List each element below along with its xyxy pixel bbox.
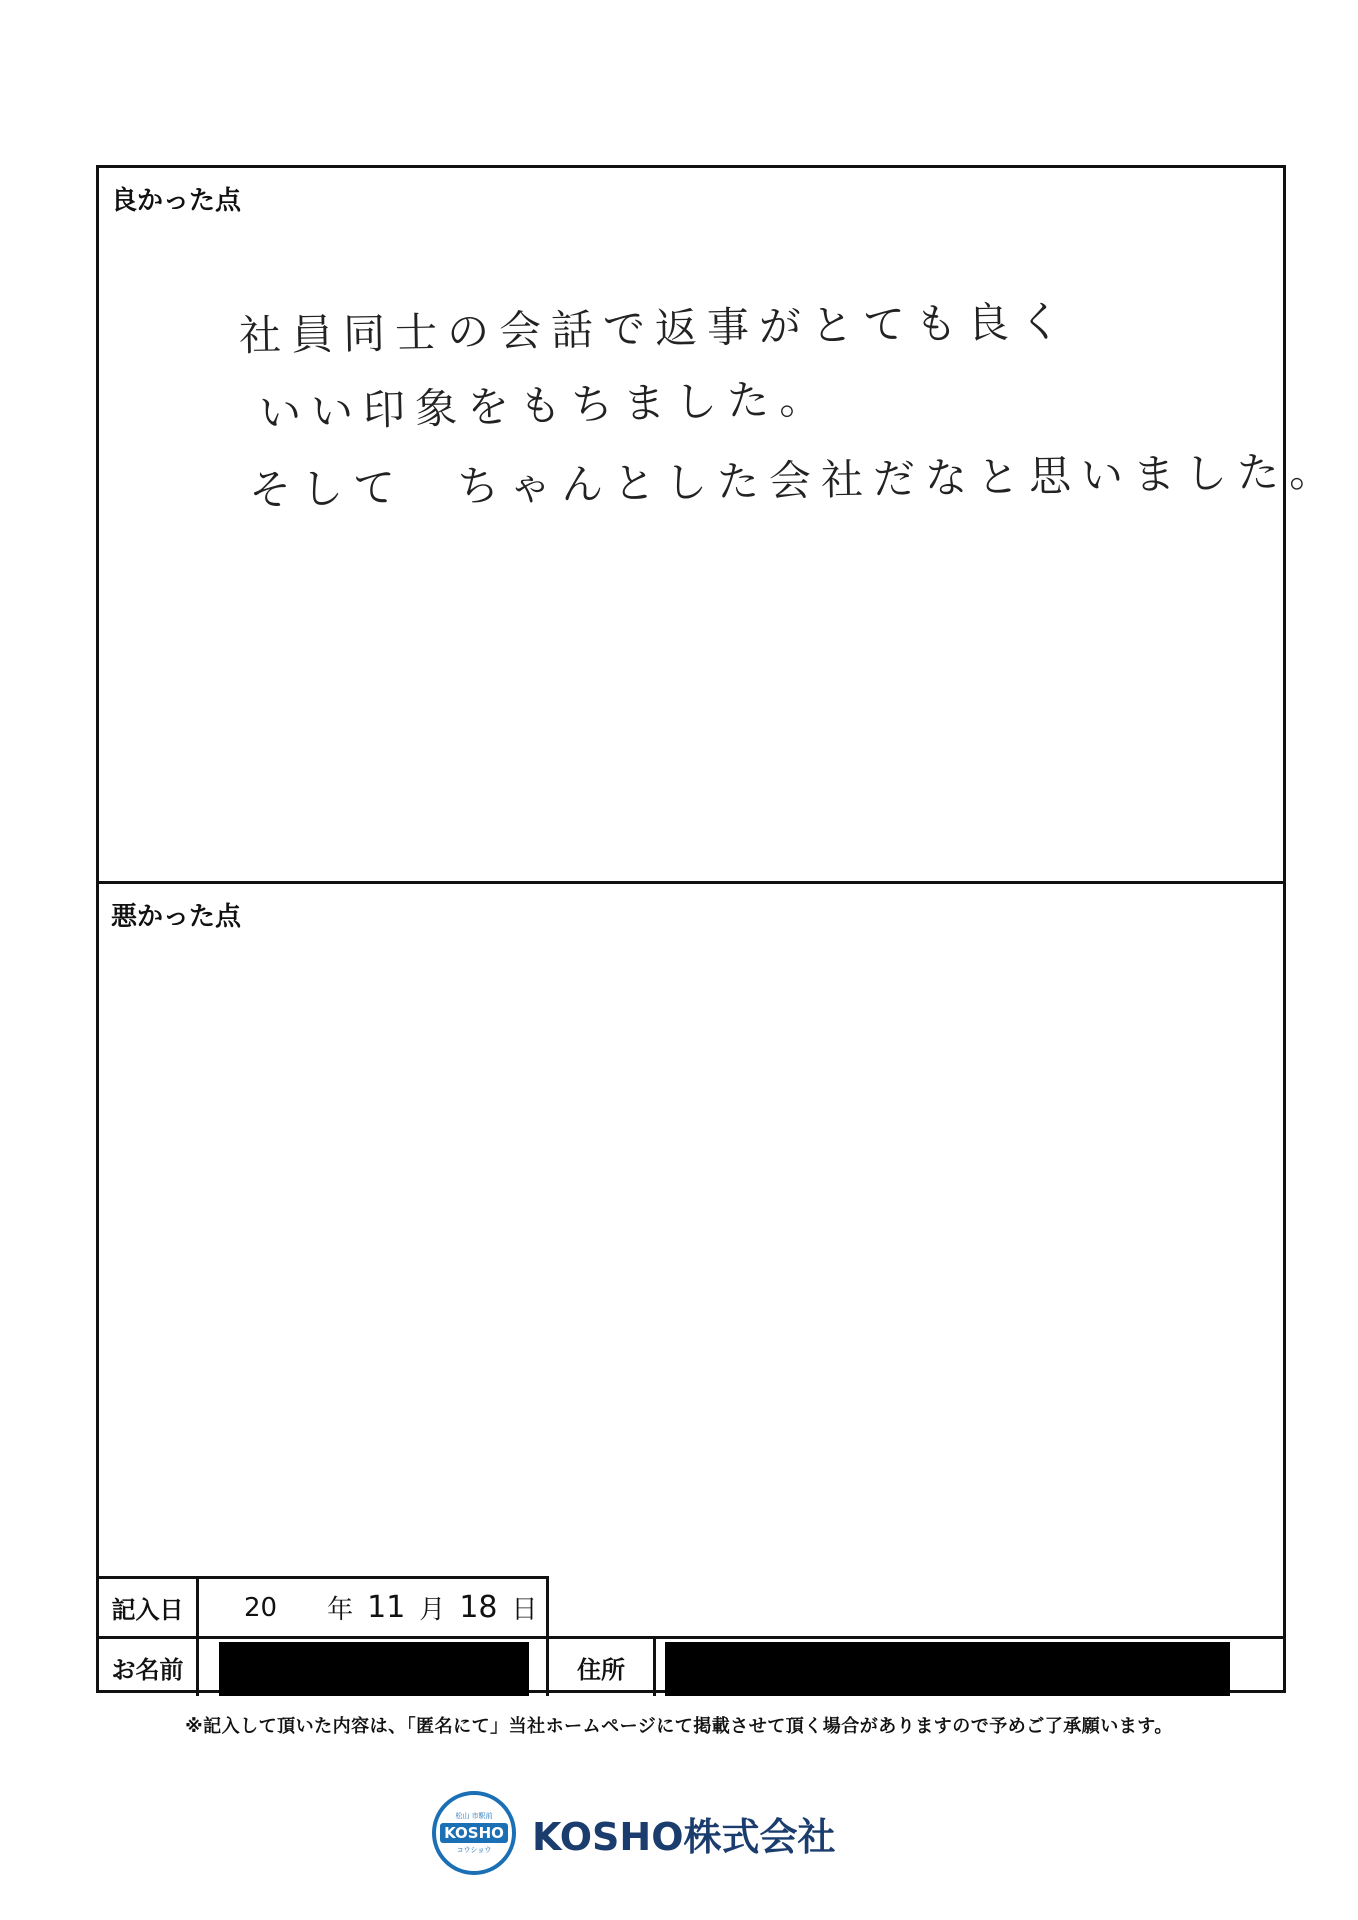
bad-points-label: 悪かった点 <box>111 902 242 932</box>
good-points-line-3: そして ちゃんとした会社だなと思いました。 <box>248 446 1342 515</box>
date-day: 18 <box>459 1590 498 1625</box>
badge-bottom-text: コウショウ <box>456 1846 492 1854</box>
bad-points-section <box>99 884 1283 1576</box>
badge-top-text: 松山 市駅前 <box>455 1812 493 1820</box>
good-points-line-2: いい印象をもちました。 <box>258 373 832 438</box>
date-year-unit: 年 <box>327 1595 354 1625</box>
address-label: 住所 <box>549 1639 656 1696</box>
company-name: KOSHO株式会社 <box>532 1814 836 1859</box>
date-year: 20 <box>244 1592 278 1623</box>
badge-mid-text: KOSHO <box>440 1823 508 1843</box>
name-address-row <box>99 1636 1283 1696</box>
date-value <box>199 1579 546 1636</box>
feedback-form <box>96 165 1342 1693</box>
kosho-badge-icon <box>432 1791 516 1875</box>
good-points-section <box>99 168 1342 884</box>
entry-info <box>99 1576 1283 1690</box>
date-label: 記入日 <box>99 1579 199 1636</box>
date-day-unit: 日 <box>511 1595 538 1625</box>
company-logo <box>432 1790 836 1876</box>
date-row <box>99 1576 549 1636</box>
date-month: 11 <box>367 1590 406 1625</box>
name-label: お名前 <box>99 1639 199 1696</box>
good-points-label: 良かった点 <box>111 186 242 216</box>
date-month-unit: 月 <box>419 1595 446 1625</box>
name-redaction <box>219 1642 529 1696</box>
address-redaction <box>665 1642 1230 1696</box>
good-points-line-1: 社員同士の会話で返事がとても良く <box>238 296 1072 361</box>
disclaimer-note: ※記入して頂いた内容は、「匿名にて」当社ホームページにて掲載させて頂く場合がありますので予めご了承願います。 <box>185 1716 1173 1737</box>
